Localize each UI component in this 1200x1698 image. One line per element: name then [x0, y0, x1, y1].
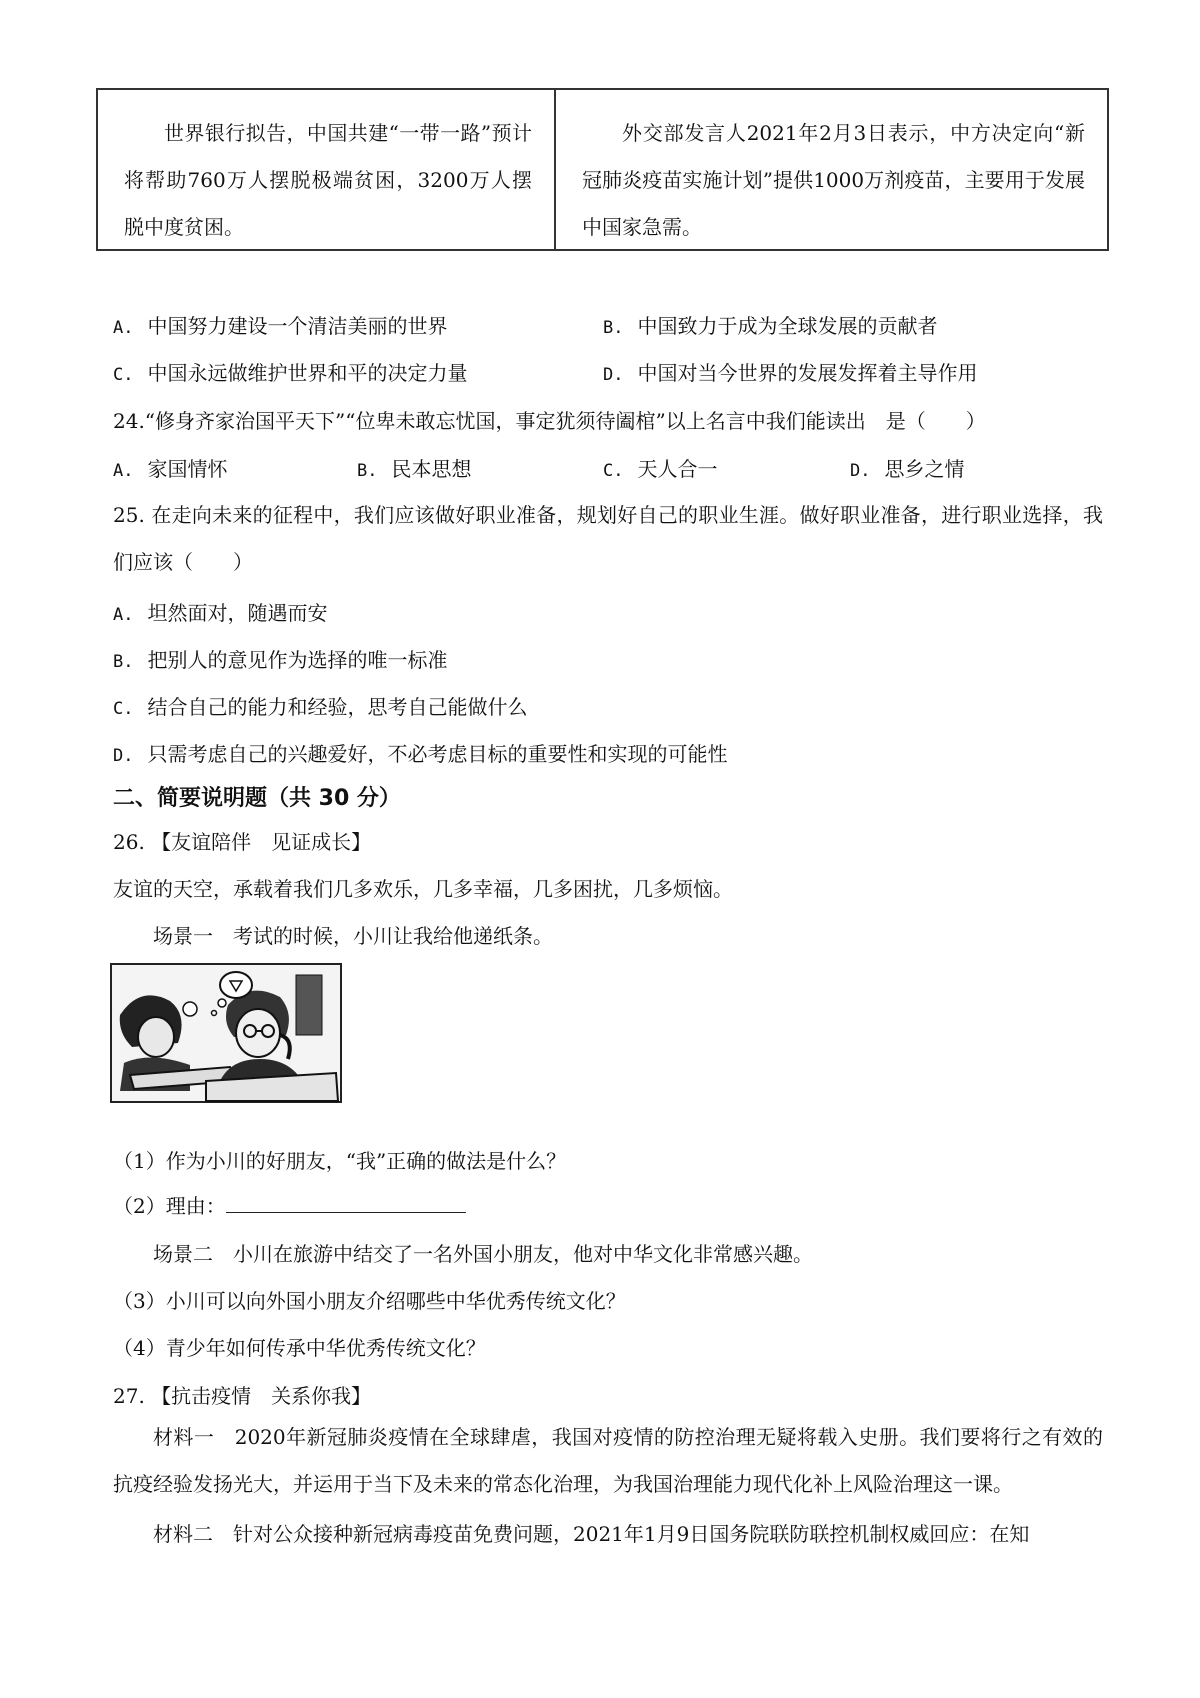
q27-title: 27. 【抗击疫情 关系你我】 [113, 1384, 372, 1408]
q25-stem: 25. 在走向未来的征程中，我们应该做好职业准备，规划好自己的职业生涯。做好职业准备，进行职业选择，我们应该（ ） [113, 503, 1103, 574]
q26-sub-1: （1）作为小川的好朋友，“我”正确的做法是什么？ [113, 1149, 567, 1173]
q27-material-1: 材料一 2020年新冠肺炎疫情在全球肆虐，我国对疫情的防控治理无疑将载入史册。我们要将行之有效的抗疫经验发扬光大，并运用于当下及未来的常态化治理，为我国治理能力现代化补上风险治理这一课。 [113, 1425, 1103, 1496]
q26-scene-2: 场景二 小川在旅游中结交了一名外国小朋友，他对中华文化非常感兴趣。 [153, 1242, 813, 1266]
q25-option-d: D. 只需考虑自己的兴趣爱好，不必考虑目标的重要性和实现的可能性 [113, 742, 728, 766]
q26-scene-1: 场景一 考试的时候，小川让我给他递纸条。 [153, 924, 553, 948]
material-table [96, 88, 1109, 251]
q26-title: 26. 【友谊陪伴 见证成长】 [113, 830, 372, 854]
q23-option-b: B. 中国致力于成为全球发展的贡献者 [603, 314, 938, 338]
q24-option-a: A. 家国情怀 [113, 457, 228, 481]
table-cell-right: 外交部发言人2021年2月3日表示，中方决定向“新冠肺炎疫苗实施计划”提供1000万剂疫苗，主要用于发展中国家急需。 [582, 121, 1085, 239]
section-2-title: 二、简要说明题（共 30 分） [113, 786, 401, 811]
q27-material-2: 材料二 针对公众接种新冠病毒疫苗免费问题，2021年1月9日国务院联防联控机制权威回应：在知 [153, 1522, 1030, 1546]
q23-option-d: D. 中国对当今世界的发展发挥着主导作用 [603, 361, 978, 385]
q24-option-c: C. 天人合一 [603, 457, 718, 481]
exam-cheating-illustration [110, 963, 342, 1103]
q26-sub-3: （3）小川可以向外国小朋友介绍哪些中华优秀传统文化？ [113, 1289, 626, 1313]
q24-option-d: D. 思乡之情 [850, 457, 965, 481]
q26-sub-4: （4）青少年如何传承中华优秀传统文化？ [113, 1336, 486, 1360]
q26-sub-2: （2）理由： [113, 1190, 466, 1219]
q23-option-c: C. 中国永远做维护世界和平的决定力量 [113, 361, 468, 385]
q26-intro: 友谊的天空，承载着我们几多欢乐，几多幸福，几多困扰，几多烦恼。 [113, 877, 733, 901]
q25-option-a: A. 坦然面对，随遇而安 [113, 601, 328, 625]
q25-option-c: C. 结合自己的能力和经验，思考自己能做什么 [113, 695, 528, 719]
q23-option-a: A. 中国努力建设一个清洁美丽的世界 [113, 314, 448, 338]
table-cell-left: 世界银行拟告，中国共建“一带一路”预计将帮助760万人摆脱极端贫困，3200万人摆脱中度贫困。 [98, 90, 556, 249]
q25-option-b: B. 把别人的意见作为选择的唯一标准 [113, 648, 448, 672]
q24-option-b: B. 民本思想 [357, 457, 472, 481]
q24-stem: 24.“修身齐家治国平天下”“位卑未敢忘忧国，事定犹须待阖棺”以上名言中我们能读出 是（ ） [113, 409, 986, 433]
answer-blank [226, 1192, 466, 1213]
